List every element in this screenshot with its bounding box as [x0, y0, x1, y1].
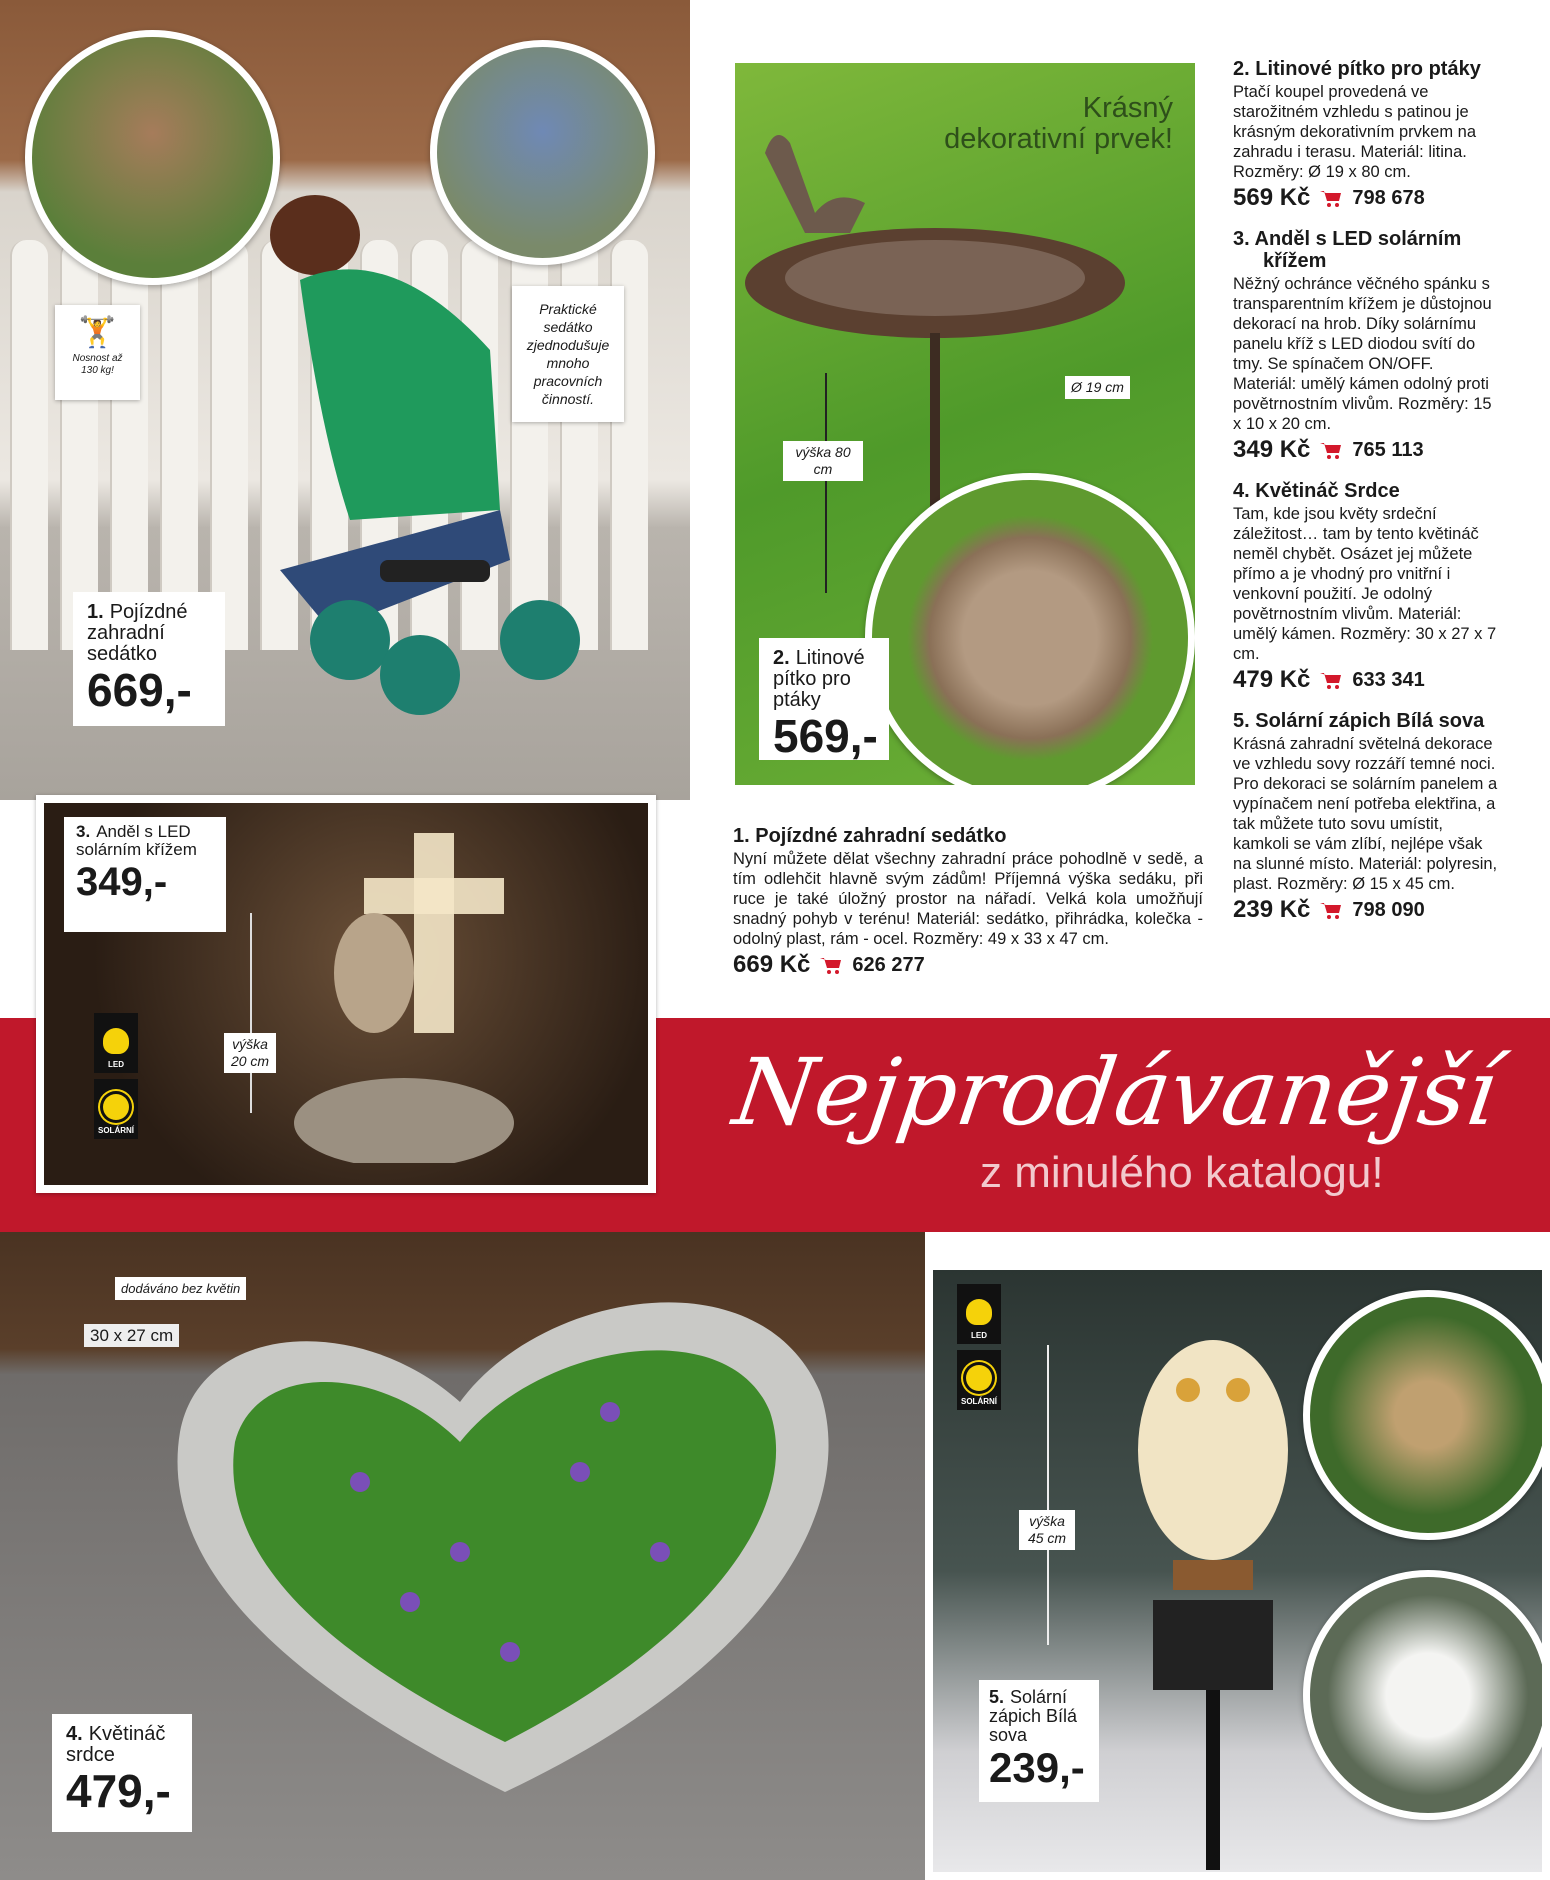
height-arrow	[825, 373, 827, 593]
led-icon: LED	[957, 1284, 1001, 1344]
angel-photo	[36, 795, 656, 1193]
height-label: výška 80 cm	[783, 441, 863, 481]
cart-icon	[1320, 671, 1342, 689]
angel-cross-illustration	[294, 823, 554, 1163]
product-4-details: 4. Květináč Srdce Tam, kde jsou květy srdeční záležitost… tam by tento květináč neměl chybět. Osázet jej můžete přímo a je vhodný pro vnitřní i venkovní použití. Je odolný povětrnostním vlivům. Materiál: umělý kámen. Rozměry: 30 x 27 x 7 cm. 479 Kč 633 341	[1233, 480, 1497, 693]
owl-inset-day	[1303, 1290, 1542, 1540]
cart-icon	[1320, 441, 1342, 459]
product-2-details: 2. Litinové pítko pro ptáky Ptačí koupel provedená ve starožitném vzhledu s patinou je krásným dekorativním prvkem na zahradu i terasu. Materiál: litina. Rozměry: Ø 19 x 80 cm. 569 Kč 798 678	[1233, 58, 1481, 211]
product-list-column	[1233, 58, 1501, 940]
hero-photo-garden-seat	[0, 0, 690, 800]
bird-bath-top-inset	[865, 473, 1195, 785]
product-1-details: 1. Pojízdné zahradní sedátko Nyní můžete dělat všechny zahradní práce pohodlně v sedě, a tím odlehčit hlavně svým zádům! Příjemná výška sedáku, při ruce je také úložný prostor na nářadí. Velká kola umožňují snadný pohyb v terénu! Materiál: sedátko, přihrádka, kolečka - odolný plast, rám - ocel. Rozměry: 49 x 33 x 47 cm. 669 Kč 626 277	[733, 825, 1203, 978]
banner-headline: Nejprodávanější	[727, 1039, 1504, 1146]
seat-callout: Praktické sedátko zjednodušuje mnoho pracovních činností.	[512, 286, 624, 422]
heart-planter-illustration	[160, 1252, 850, 1812]
owl-photo	[925, 1262, 1550, 1880]
product-5-details: 5. Solární zápich Bílá sova Krásná zahradní světelná dekorace ve vzhledu sovy rozzáří temné noci. Pro dekoraci se solárním panelem a vypínačem není potřeba elektřina, a tak můžete tuto sovu umístit, kamkoli se vám zlíbí, nejlépe však na slunné místo. Materiál: polyresin, plast. Rozměry: Ø 15 x 45 cm. 239 Kč 798 090	[1233, 710, 1498, 923]
no-flowers-note: dodáváno bez květin	[115, 1277, 246, 1300]
snowy-owl-inset	[1303, 1570, 1542, 1820]
dumbbell-icon: 🏋	[78, 316, 117, 349]
bird-bath-photo	[735, 63, 1195, 785]
solar-icon: SOLÁRNÍ	[94, 1079, 138, 1139]
price-box-seat: 1. Pojízdné zahradní sedátko 669,-	[73, 592, 225, 726]
size-label: 30 x 27 cm	[84, 1324, 179, 1347]
inset-circle-car	[430, 40, 655, 265]
load-capacity-badge: 🏋 Nosnost až 130 kg!	[55, 305, 140, 400]
cart-icon	[1320, 189, 1342, 207]
banner-subline: z minulého katalogu!	[980, 1148, 1384, 1197]
diameter-label: Ø 19 cm	[1065, 376, 1130, 399]
height-label: výška 20 cm	[224, 1033, 276, 1073]
price-box-angel: 3. Anděl s LED solárním křížem 349,-	[64, 817, 226, 932]
heart-planter-photo	[0, 1232, 925, 1880]
solar-icon: SOLÁRNÍ	[957, 1350, 1001, 1410]
height-arrow	[250, 913, 252, 1113]
price-box-heart: 4. Květináč srdce 479,-	[52, 1714, 192, 1832]
cart-icon	[1320, 901, 1342, 919]
owl-stake-illustration	[1113, 1310, 1313, 1870]
product-3-details: 3. Anděl s LED solárním křížem Něžný ochránce věčného spánku s transparentním křížem je důstojnou dekorací na hrob. Díky solárnímu panelu kříž s LED diodou svítí do tmy. Se spínačem ON/OFF. Materiál: umělý kámen odolný proti povětrnostním vlivům. Rozměry: 15 x 10 x 20 cm. 349 Kč 765 113	[1233, 228, 1492, 463]
height-label: výška 45 cm	[1019, 1510, 1075, 1550]
inset-circle-gardening	[25, 30, 280, 285]
slogan: Krásný dekorativní prvek!	[944, 92, 1173, 155]
cart-icon	[820, 956, 842, 974]
height-arrow	[1047, 1345, 1049, 1645]
price-box-bird-bath: 2. Litinové pítko pro ptáky 569,-	[759, 638, 889, 760]
price-box-owl: 5. Solární zápich Bílá sova 239,-	[979, 1680, 1099, 1802]
led-icon: LED	[94, 1013, 138, 1073]
